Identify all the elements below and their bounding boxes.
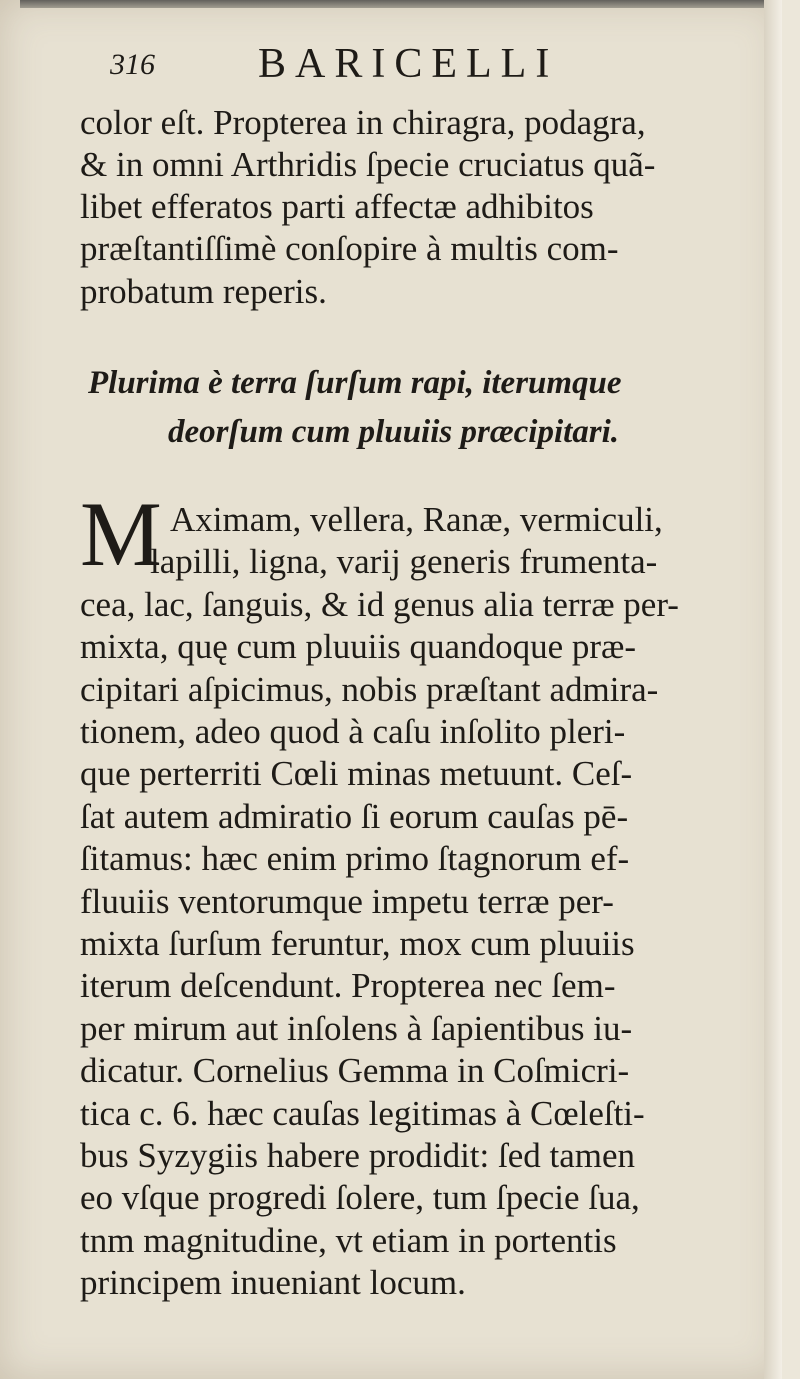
text-line: iterum deſcendunt. Propterea nec ſem- xyxy=(80,966,616,1005)
text-line: libet efferatos parti affectæ adhibitos xyxy=(80,187,594,226)
text-line: ſitamus: hæc enim primo ſtagnorum ef- xyxy=(80,839,630,878)
page-number: 316 xyxy=(110,48,155,81)
text-line: dicatur. Cornelius Gemma in Coſmicri- xyxy=(80,1051,630,1090)
text-line: ſat autem admiratio ſi eorum cauſas pē- xyxy=(80,797,629,836)
page-top-shadow xyxy=(20,0,780,8)
page-edge xyxy=(764,0,782,1379)
text-line: mixta ſurſum feruntur, mox cum pluuiis xyxy=(80,924,635,963)
text-line: tionem, adeo quod à caſu inſolito pleri- xyxy=(80,712,626,751)
heading-line: Plurima è terra ſurſum rapi, iterumque xyxy=(88,365,622,401)
text-line: tnm magnitudine, vt etiam in portentis xyxy=(80,1221,617,1260)
text-line: præſtantiſſimè conſopire à multis com- xyxy=(80,229,619,268)
text-line: lapilli, ligna, varij generis frumenta- xyxy=(150,542,658,581)
text-line: per mirum aut inſolens à ſapientibus iu- xyxy=(80,1009,633,1048)
text-line: color eſt. Propterea in chiragra, podagra, xyxy=(80,103,646,142)
page-header xyxy=(110,40,670,90)
text-line: bus Syzygiis habere prodidit: ſed tamen xyxy=(80,1136,636,1175)
running-head: BARICELLI xyxy=(258,41,559,87)
text-line: eo vſque progredi ſolere, tum ſpecie ſua, xyxy=(80,1178,640,1217)
text-line: & in omni Arthridis ſpecie cruciatus quã- xyxy=(80,145,656,184)
drop-cap-initial: M xyxy=(80,483,162,585)
heading-line: deorſum cum pluuiis præcipitari. xyxy=(168,414,620,450)
text-line: mixta, quę cum pluuiis quandoque præ- xyxy=(80,627,637,666)
text-line: Aximam, vellera, Ranæ, vermiculi, xyxy=(170,500,663,539)
text-line: tica c. 6. hæc cauſas legitimas à Cœleſti- xyxy=(80,1094,645,1133)
text-line: fluuiis ventorumque impetu terræ per- xyxy=(80,882,614,921)
text-line: cipitari aſpicimus, nobis præſtant admira- xyxy=(80,670,659,709)
text-line: principem inueniant locum. xyxy=(80,1263,466,1302)
text-line: cea, lac, ſanguis, & id genus alia terræ per- xyxy=(80,585,679,624)
text-line: que perterriti Cœli minas metuunt. Ceſ- xyxy=(80,754,633,793)
text-line: probatum reperis. xyxy=(80,272,327,311)
